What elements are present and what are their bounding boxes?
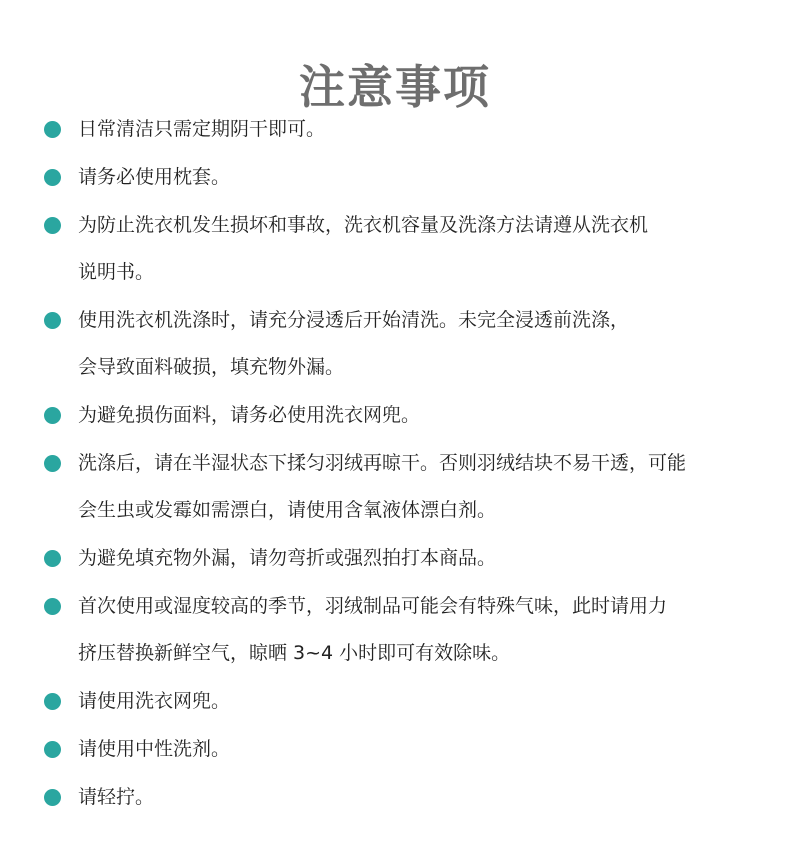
note-text-line: 请使用中性洗剂。 <box>78 738 231 760</box>
list-item <box>0 726 790 773</box>
note-text-line: 会导致面料破损，填充物外漏。 <box>78 356 345 378</box>
bullet-dot-icon <box>44 693 61 710</box>
note-text-line: 首次使用或湿度较高的季节，羽绒制品可能会有特殊气味，此时请用力 <box>78 595 668 617</box>
note-text-line: 为避免损伤面料，请务必使用洗衣网兜。 <box>78 404 421 426</box>
bullet-dot-icon <box>44 598 61 615</box>
page-title: 注意事项 <box>299 59 491 114</box>
list-item <box>0 440 790 534</box>
notes-list <box>0 106 790 822</box>
bullet-dot-icon <box>44 217 61 234</box>
list-item <box>0 106 790 153</box>
note-text-line: 为避免填充物外漏，请勿弯折或强烈拍打本商品。 <box>78 547 497 569</box>
bullet-dot-icon <box>44 550 61 567</box>
note-text-line: 请轻拧。 <box>78 786 155 808</box>
bullet-dot-icon <box>44 407 61 424</box>
note-text-line: 会生虫或发霉如需漂白，请使用含氧液体漂白剂。 <box>78 499 497 521</box>
list-item <box>0 297 790 391</box>
note-text-line: 说明书。 <box>78 261 155 283</box>
note-text-line: 请务必使用枕套。 <box>78 166 231 188</box>
list-item <box>0 583 790 677</box>
note-text-line: 日常清洁只需定期阴干即可。 <box>78 118 326 140</box>
list-item <box>0 535 790 582</box>
note-text-line: 为防止洗衣机发生损坏和事故，洗衣机容量及洗涤方法请遵从洗衣机 <box>78 214 649 236</box>
note-text-line: 挤压替换新鲜空气，晾晒 3~4 小时即可有效除味。 <box>78 642 511 664</box>
list-item <box>0 202 790 296</box>
bullet-dot-icon <box>44 121 61 138</box>
bullet-dot-icon <box>44 169 61 186</box>
list-item <box>0 678 790 725</box>
list-item <box>0 774 790 821</box>
bullet-dot-icon <box>44 455 61 472</box>
bullet-dot-icon <box>44 741 61 758</box>
note-text-line: 使用洗衣机洗涤时，请充分浸透后开始清洗。未完全浸透前洗涤， <box>78 309 630 331</box>
bullet-dot-icon <box>44 789 61 806</box>
note-text-line: 洗涤后，请在半湿状态下揉匀羽绒再晾干。否则羽绒结块不易干透，可能 <box>78 452 687 474</box>
list-item <box>0 392 790 439</box>
list-item <box>0 154 790 201</box>
bullet-dot-icon <box>44 312 61 329</box>
note-text-line: 请使用洗衣网兜。 <box>78 690 231 712</box>
